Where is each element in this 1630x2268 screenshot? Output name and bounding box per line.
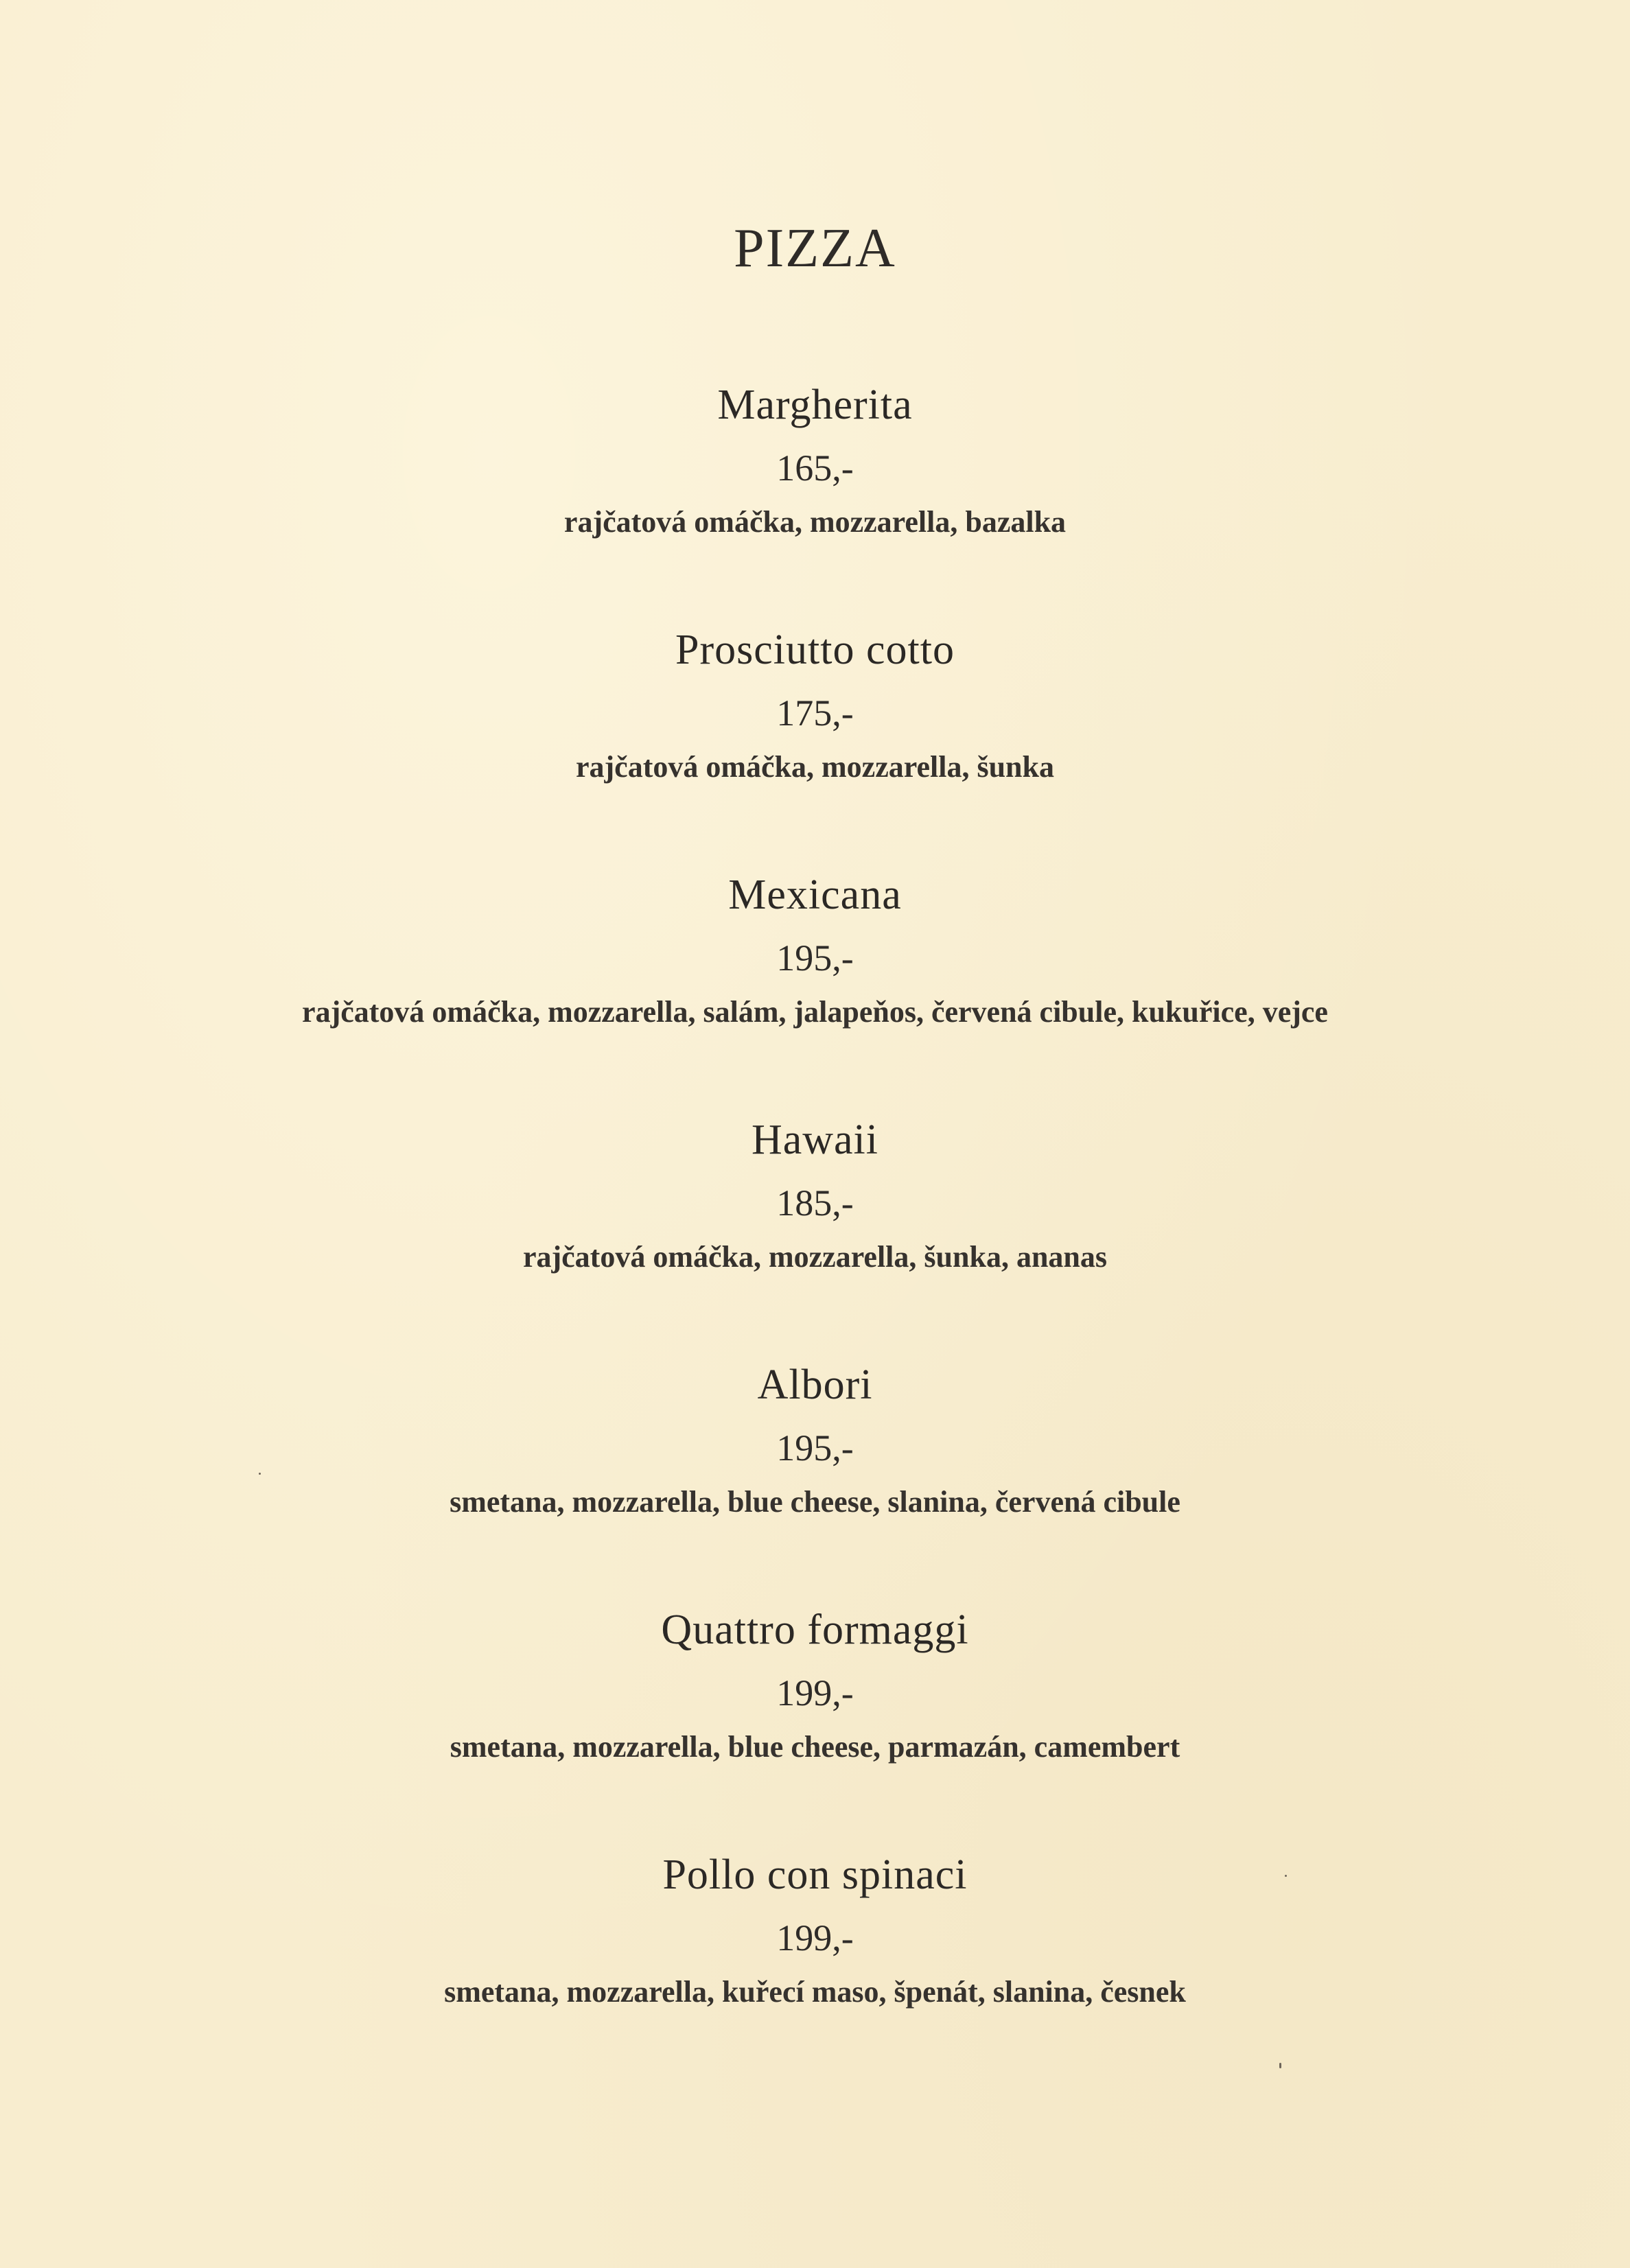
menu-item-mexicana xyxy=(0,867,1630,1112)
item-price: 185,- xyxy=(776,1182,854,1224)
item-price: 195,- xyxy=(776,937,854,979)
item-name: Hawaii xyxy=(751,1117,879,1163)
menu-list xyxy=(0,377,1630,2092)
item-name: Margherita xyxy=(717,382,913,428)
menu-item-hawaii xyxy=(0,1112,1630,1357)
item-price: 195,- xyxy=(776,1427,854,1469)
paper-speck xyxy=(1279,2063,1281,2068)
item-ingredients: smetana, mozzarella, kuřecí maso, špenát, slanina, česnek xyxy=(444,1975,1186,2009)
menu-item-margherita xyxy=(0,377,1630,622)
menu-item-quattro-formaggi xyxy=(0,1602,1630,1847)
menu-title: PIZZA xyxy=(734,218,896,279)
menu-item-albori xyxy=(0,1357,1630,1602)
item-name: Prosciutto cotto xyxy=(675,627,955,673)
item-price: 165,- xyxy=(776,447,854,489)
item-name: Albori xyxy=(757,1361,873,1408)
item-name: Quattro formaggi xyxy=(661,1606,969,1653)
item-price: 199,- xyxy=(776,1917,854,1959)
item-price: 175,- xyxy=(776,692,854,734)
item-ingredients: rajčatová omáčka, mozzarella, šunka xyxy=(576,750,1054,784)
item-ingredients: rajčatová omáčka, mozzarella, šunka, ananas xyxy=(522,1240,1108,1274)
item-ingredients: smetana, mozzarella, blue cheese, parmazán, camembert xyxy=(450,1730,1180,1764)
menu-item-pollo-con-spinaci xyxy=(0,1847,1630,2092)
item-name: Mexicana xyxy=(728,872,902,918)
menu-item-prosciutto-cotto xyxy=(0,622,1630,867)
item-ingredients: rajčatová omáčka, mozzarella, salám, jalapeňos, červená cibule, kukuřice, vejce xyxy=(302,995,1328,1029)
item-price: 199,- xyxy=(776,1672,854,1714)
paper-speck xyxy=(259,1473,261,1475)
item-ingredients: smetana, mozzarella, blue cheese, slanina, červená cibule xyxy=(450,1485,1180,1519)
item-ingredients: rajčatová omáčka, mozzarella, bazalka xyxy=(563,505,1067,539)
paper-speck xyxy=(1285,1875,1287,1877)
item-name: Pollo con spinaci xyxy=(662,1851,968,1898)
